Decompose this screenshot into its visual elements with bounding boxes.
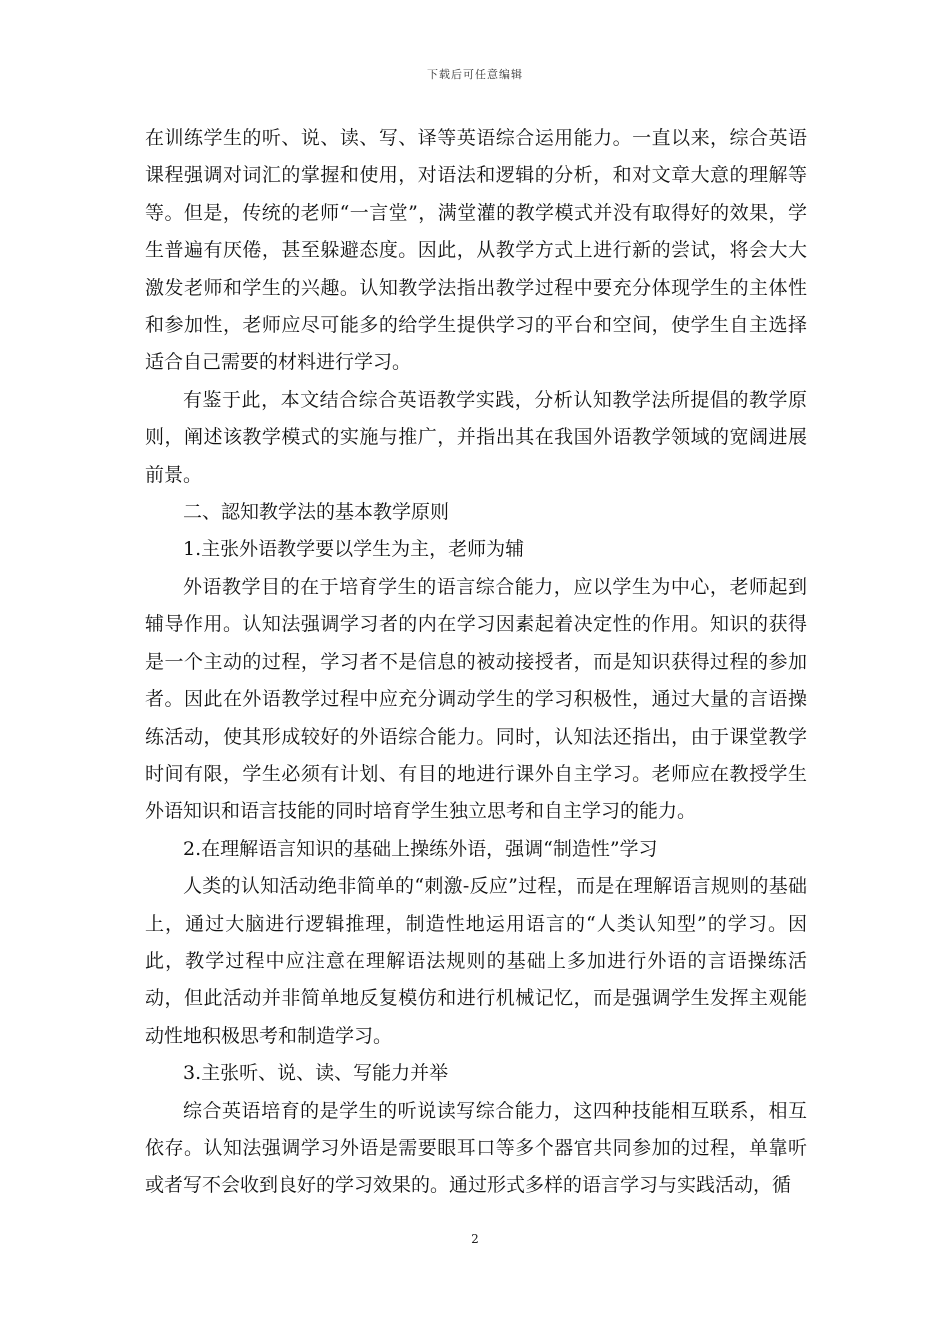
page-header: 下载后可任意编辑 (427, 68, 523, 81)
section-heading: 二、認知教学法的基本教学原则 (183, 501, 450, 524)
subsection-heading: 1.主张外语教学要以学生为主，老师为辅 (183, 538, 525, 561)
subsection-heading: 2.在理解语言知识的基础上操练外语，强调“制造性”学习 (183, 837, 658, 860)
page-number: 2 (471, 1232, 479, 1246)
body-paragraph: 外语教学目的在于培育学生的语言综合能力，应以学生为中心，老师起到辅导作用。认知法强调学习者的内在学习因素起着决定性的作用。知识的获得是一个主动的过程，学习者不是信息的被动接授者，而是知识获得过程的参加者。因此在外语教学过程中应充分调动学生的学习积极性，通过大量的言语操练活动，使其形成较好的外语综合能力。同时，认知法还指出，由于课堂教学时间有限，学生必须有计划、有目的地进行课外自主学习。老师应在教授学生外语知识和语言技能的同时培育学生独立思考和自主学习的能力。 (145, 575, 807, 823)
body-paragraph: 综合英语培育的是学生的听说读写综合能力，这四种技能相互联系，相互依存。认知法强调学习外语是需要眼耳口等多个器官共同参加的过程，单靠听或者写不会收到良好的学习效果的。通过形式多样的语言学习与实践活动，循 (145, 1099, 807, 1197)
subsection-heading: 3.主张听、说、读、写能力并举 (183, 1062, 449, 1085)
document-body (145, 120, 807, 1205)
body-paragraph: 有鉴于此，本文结合综合英语教学实践，分析认知教学法所提倡的教学原则，阐述该教学模式的实施与推广，并指出其在我国外语教学领域的宽阔进展前景。 (145, 388, 807, 486)
body-paragraph: 在训练学生的听、说、读、写、译等英语综合运用能力。一直以来，综合英语课程强调对词汇的掌握和使用，对语法和逻辑的分析，和对文章大意的理解等等。但是，传统的老师“一言堂”，满堂灌的教学模式并没有取得好的效果，学生普遍有厌倦，甚至躲避态度。因此，从教学方式上进行新的尝试，将会大大激发老师和学生的兴趣。认知教学法指出教学过程中要充分体现学生的主体性和参加性，老师应尽可能多的给学生提供学习的平台和空间，使学生自主选择适合自己需要的材料进行学习。 (145, 127, 807, 374)
body-paragraph: 人类的认知活动绝非简单的“刺激-反应”过程，而是在理解语言规则的基础上，通过大脑进行逻辑推理，制造性地运用语言的“人类认知型”的学习。因此，教学过程中应注意在理解语法规则的基础上多加进行外语的言语操练活动，但此活动并非简单地反复模仿和进行机械记忆，而是强调学生发挥主观能动性地积极思考和制造学习。 (145, 875, 807, 1047)
